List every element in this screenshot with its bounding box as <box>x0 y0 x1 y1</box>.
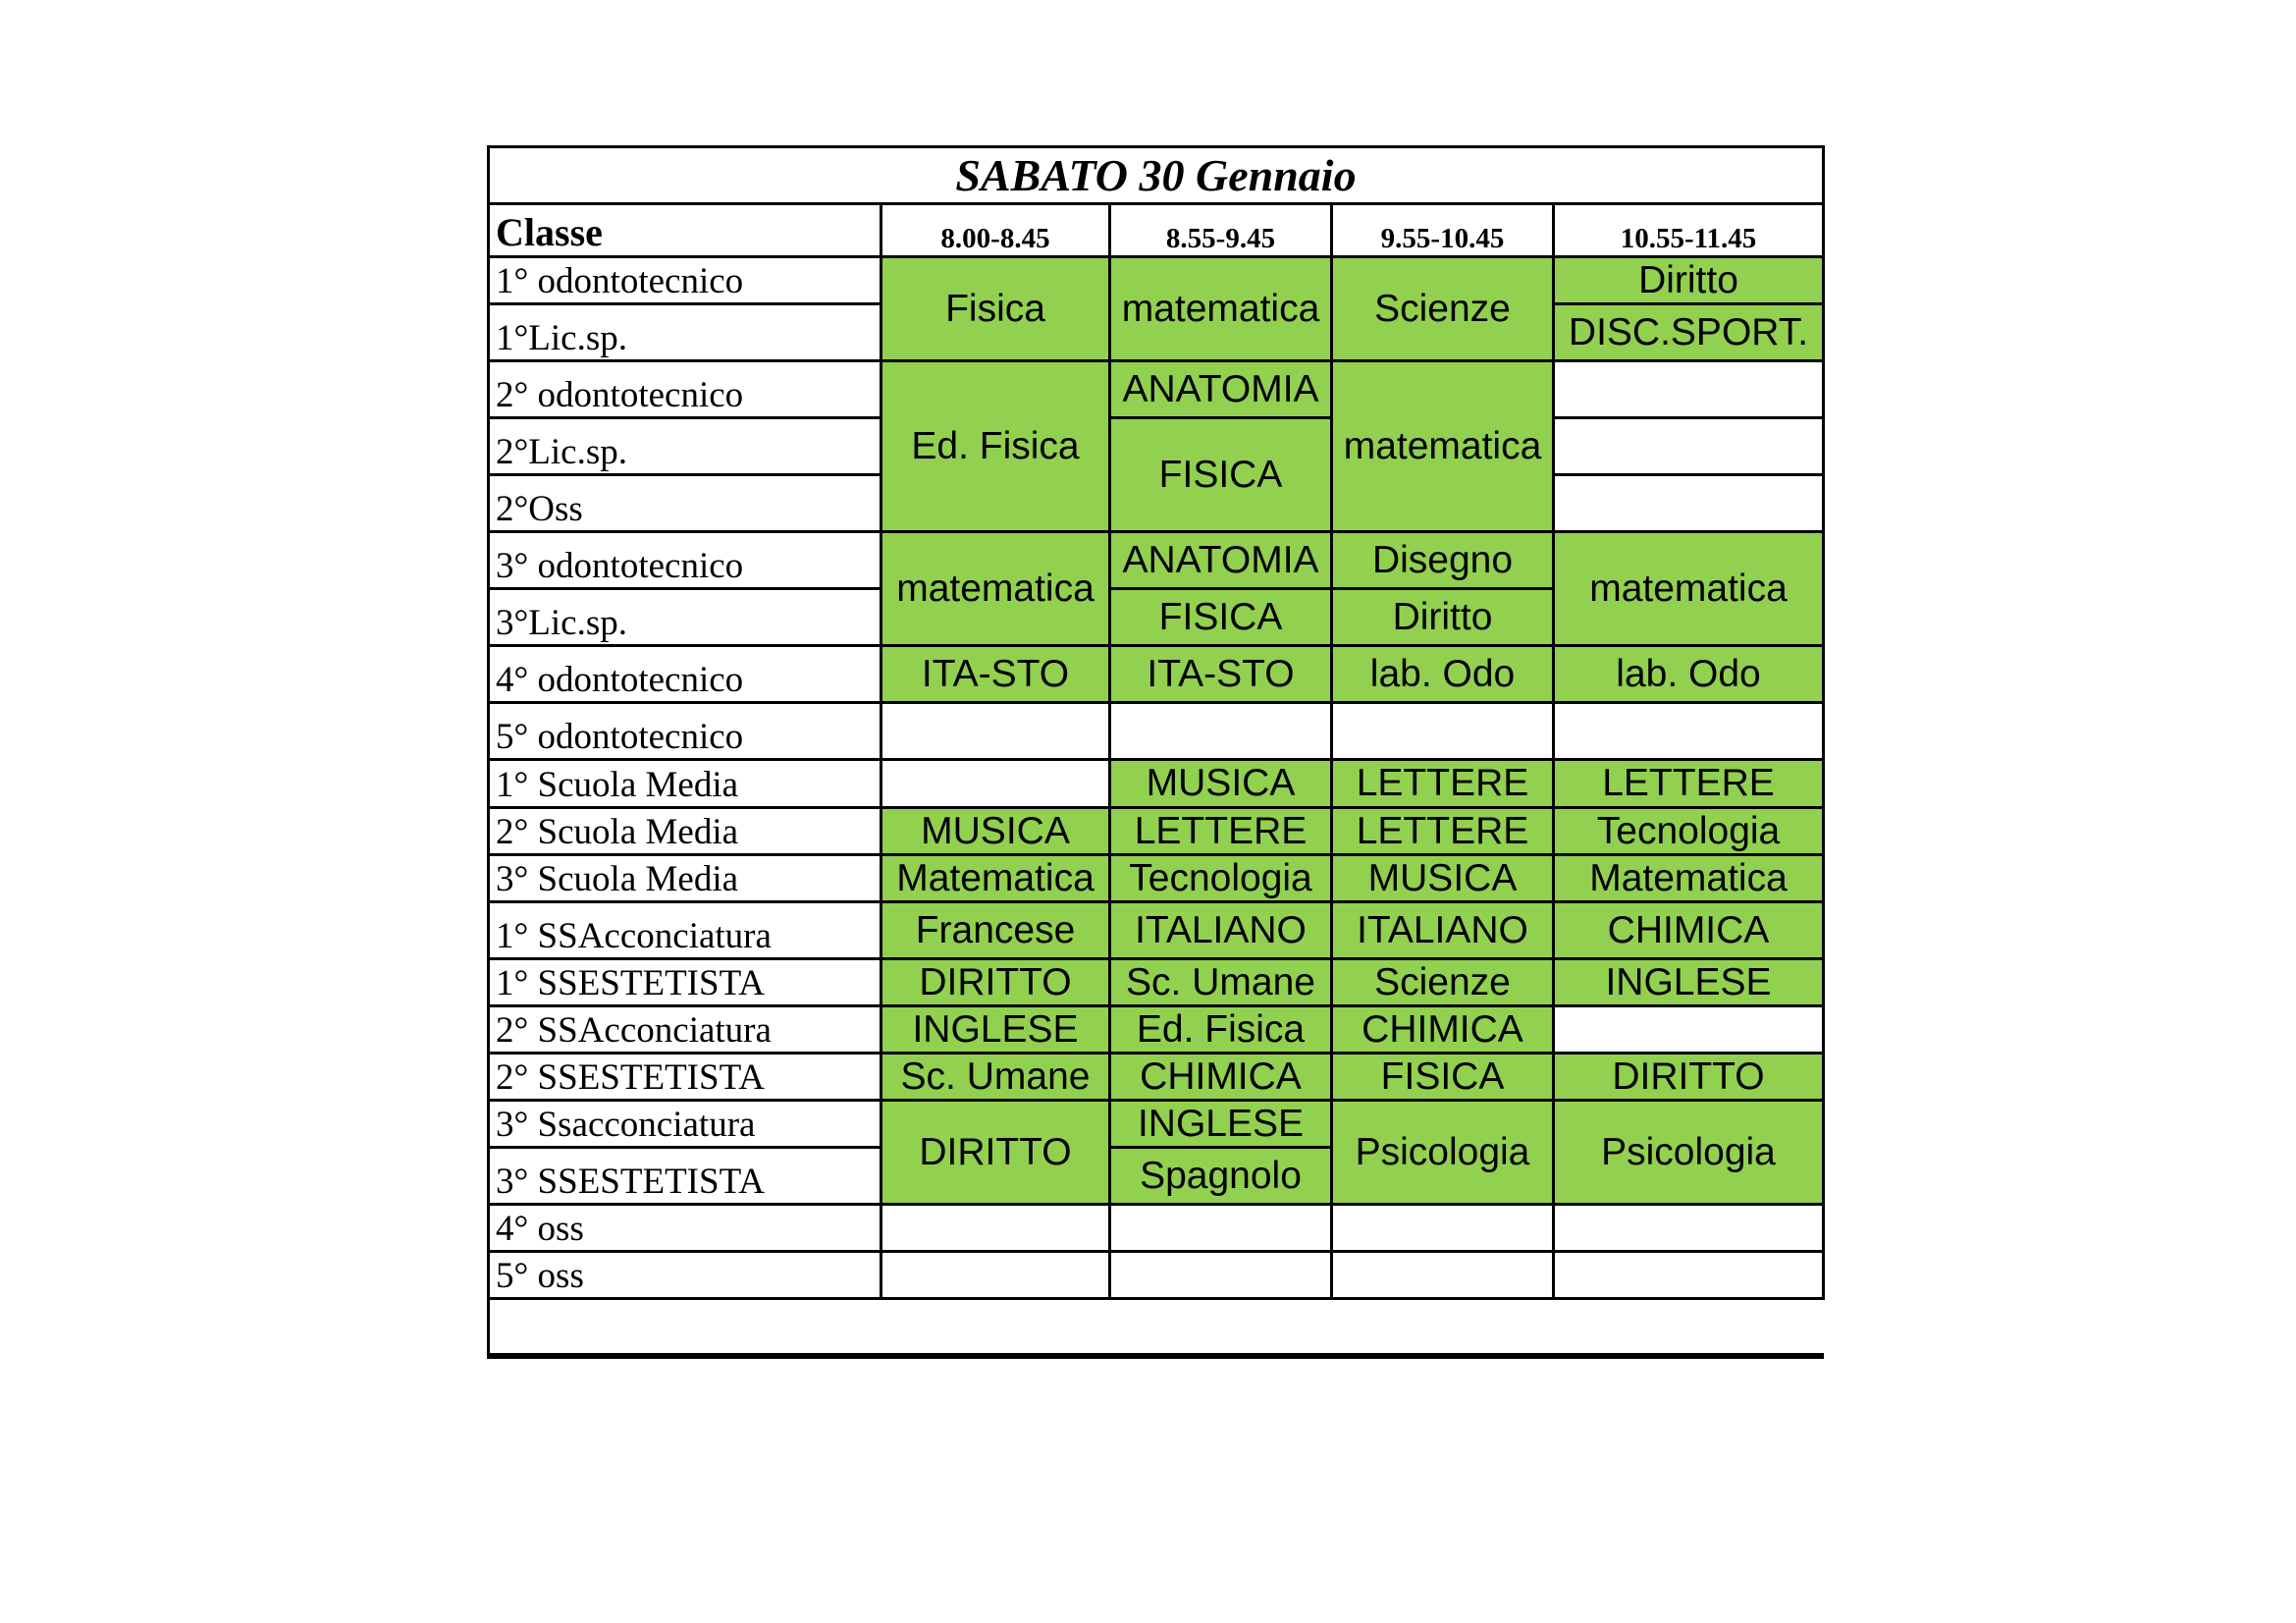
empty-cell <box>881 703 1110 760</box>
subject-cell: ITA-STO <box>881 646 1110 703</box>
subject-cell: lab. Odo <box>1554 646 1824 703</box>
subject-cell: LETTERE <box>1554 760 1824 808</box>
subject-cell: CHIMICA <box>1332 1006 1554 1054</box>
subject-cell: lab. Odo <box>1332 646 1554 703</box>
empty-cell <box>1332 1205 1554 1252</box>
header-time-1: 8.00-8.45 <box>881 204 1110 257</box>
subject-cell: Scienze <box>1332 959 1554 1006</box>
empty-cell <box>1332 1252 1554 1299</box>
class-name: 1° Scuola Media <box>489 760 881 808</box>
subject-cell: Fisica <box>881 257 1110 361</box>
class-name: 3° Scuola Media <box>489 855 881 902</box>
class-name: 3°Lic.sp. <box>489 589 881 646</box>
empty-cell <box>1332 703 1554 760</box>
subject-cell: DISC.SPORT. <box>1554 304 1824 361</box>
subject-cell: CHIMICA <box>1554 902 1824 959</box>
empty-cell <box>1110 1252 1332 1299</box>
class-name: 2°Oss <box>489 475 881 532</box>
class-name: 1° SSAcconciatura <box>489 902 881 959</box>
header-time-3: 9.55-10.45 <box>1332 204 1554 257</box>
empty-cell <box>1554 1205 1824 1252</box>
empty-cell <box>1554 361 1824 418</box>
subject-cell: FISICA <box>1110 589 1332 646</box>
class-name: 3° odontotecnico <box>489 532 881 589</box>
subject-cell: INGLESE <box>1110 1101 1332 1148</box>
class-name: 2° odontotecnico <box>489 361 881 418</box>
subject-cell: Sc. Umane <box>1110 959 1332 1006</box>
class-name: 1° SSESTETISTA <box>489 959 881 1006</box>
header-time-2: 8.55-9.45 <box>1110 204 1332 257</box>
class-name: 2°Lic.sp. <box>489 418 881 475</box>
empty-cell <box>881 1205 1110 1252</box>
subject-cell: Ed. Fisica <box>881 361 1110 532</box>
class-name: 4° odontotecnico <box>489 646 881 703</box>
subject-cell: Matematica <box>881 855 1110 902</box>
subject-cell: FISICA <box>1110 418 1332 532</box>
class-name: 5° odontotecnico <box>489 703 881 760</box>
subject-cell: LETTERE <box>1110 808 1332 855</box>
subject-cell: DIRITTO <box>1554 1054 1824 1101</box>
empty-cell <box>1110 1205 1332 1252</box>
header-time-4: 10.55-11.45 <box>1554 204 1824 257</box>
subject-cell: ANATOMIA <box>1110 361 1332 418</box>
subject-cell: matematica <box>1332 361 1554 532</box>
subject-cell: DIRITTO <box>881 1101 1110 1205</box>
subject-cell: Disegno <box>1332 532 1554 589</box>
class-name: 1° odontotecnico <box>489 257 881 304</box>
timetable <box>487 145 1825 1359</box>
subject-cell: MUSICA <box>1110 760 1332 808</box>
subject-cell: ITALIANO <box>1332 902 1554 959</box>
subject-cell: Psicologia <box>1554 1101 1824 1205</box>
empty-cell <box>1554 418 1824 475</box>
subject-cell: ITALIANO <box>1110 902 1332 959</box>
subject-cell: Psicologia <box>1332 1101 1554 1205</box>
class-name: 3° Ssacconciatura <box>489 1101 881 1148</box>
subject-cell: Tecnologia <box>1110 855 1332 902</box>
subject-cell: Diritto <box>1554 257 1824 304</box>
class-name: 2° Scuola Media <box>489 808 881 855</box>
subject-cell: FISICA <box>1332 1054 1554 1101</box>
empty-cell <box>881 760 1110 808</box>
class-name: 1°Lic.sp. <box>489 304 881 361</box>
class-name: 2° SSESTETISTA <box>489 1054 881 1101</box>
subject-cell: Matematica <box>1554 855 1824 902</box>
subject-cell: INGLESE <box>1554 959 1824 1006</box>
empty-cell <box>1110 703 1332 760</box>
subject-cell: ITA-STO <box>1110 646 1332 703</box>
subject-cell: ANATOMIA <box>1110 532 1332 589</box>
subject-cell: Spagnolo <box>1110 1148 1332 1205</box>
subject-cell: INGLESE <box>881 1006 1110 1054</box>
subject-cell: Francese <box>881 902 1110 959</box>
subject-cell: MUSICA <box>1332 855 1554 902</box>
class-name: 3° SSESTETISTA <box>489 1148 881 1205</box>
subject-cell: Sc. Umane <box>881 1054 1110 1101</box>
class-name: 5° oss <box>489 1252 881 1299</box>
empty-cell <box>881 1252 1110 1299</box>
subject-cell: matematica <box>1554 532 1824 646</box>
empty-cell <box>1554 1252 1824 1299</box>
empty-cell <box>1554 703 1824 760</box>
subject-cell: MUSICA <box>881 808 1110 855</box>
subject-cell: matematica <box>1110 257 1332 361</box>
subject-cell: Diritto <box>1332 589 1554 646</box>
subject-cell: Ed. Fisica <box>1110 1006 1332 1054</box>
subject-cell: LETTERE <box>1332 760 1554 808</box>
empty-cell <box>1554 475 1824 532</box>
footer-row <box>489 1299 1824 1356</box>
subject-cell: DIRITTO <box>881 959 1110 1006</box>
class-name: 2° SSAcconciatura <box>489 1006 881 1054</box>
subject-cell: Scienze <box>1332 257 1554 361</box>
class-name: 4° oss <box>489 1205 881 1252</box>
subject-cell: CHIMICA <box>1110 1054 1332 1101</box>
header-classe: Classe <box>489 204 881 257</box>
subject-cell: matematica <box>881 532 1110 646</box>
subject-cell: Tecnologia <box>1554 808 1824 855</box>
subject-cell: LETTERE <box>1332 808 1554 855</box>
page-title: SABATO 30 Gennaio <box>489 147 1824 204</box>
empty-cell <box>1554 1006 1824 1054</box>
